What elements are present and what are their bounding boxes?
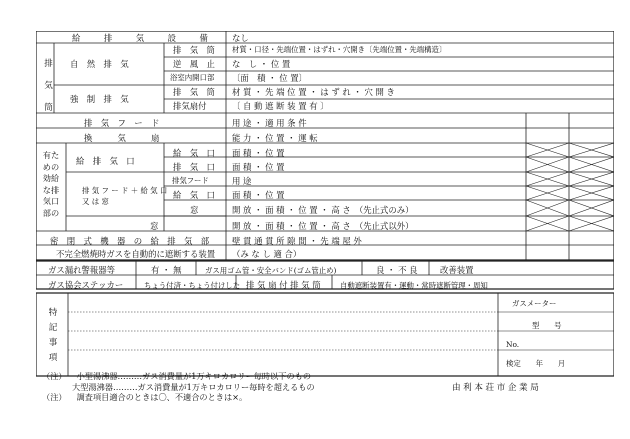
notes [42,371,315,403]
note-2-tag: （注） [42,392,67,403]
remarks-label: 特記事項 [48,308,58,363]
opening-item-1: 給 気 口 [173,148,215,158]
gas-meter-label: ガスメーター [512,299,557,308]
hood-detail: 用 途 ・ 適 用 条 件 [232,118,307,128]
forced-exhaust-label: 強 制 排 気 [70,94,129,104]
opening-side-label: 有ための効給な排気口部の [42,150,60,218]
inspection-date-label: 検定 年 月 [506,359,566,368]
repair-label: 改善装置 [440,265,474,275]
sealed-label: 密 閉 式 機 器 の 給 排 気 部 [50,236,210,246]
opening-detail-3: 用 途 [232,176,252,186]
window-detail: 開 放 ・ 面 積 ・ 位 置 ・ 高 さ （先止式以外） [232,221,414,231]
hood-combo-label: 排 気 フ ー ド ＋ 給 気 口 又 は 窓 [82,186,168,206]
natural-detail-3: 〔面 積 ・ 位 置〕 [232,73,307,83]
sticker-label: ガス協会ステッカー [48,280,124,290]
forced-item-1: 排 気 筒 [173,87,215,97]
sticker-choice: ちょう付済・ちょう付けした [144,281,241,290]
opening-item-5: 窓 [190,205,199,215]
supply-exhaust-label: 給 排 気 口 [76,156,135,166]
model-label: 型 号 [532,321,562,330]
note-1b: 大型湯沸器………ガス消費量が1万キロカロリー毎時を超えるもの [72,381,315,392]
forced-detail-1: 材 質 ・ 先 端 位 置 ・ は ず れ ・ 穴 開 き [232,87,395,97]
note-1a: 小型湯沸器………ガス消費量が1万キロカロリー毎時以下のもの [76,371,312,381]
issuer: 由利本荘市企業局 [452,383,542,393]
auto-shutoff-detail: （み な し 適 合） [232,249,302,259]
note-2: 調査項目適合のときは〇、不適合のときは×。 [76,392,248,403]
forced-item-2: 排気扇付 [173,101,207,111]
natural-detail-1: 材質・口径・先端位置・はずれ・穴開き〔先端位置・先端構造〕 [232,45,447,54]
natural-item-2: 逆 風 止 [173,59,215,69]
fan-pipe-label: 排 気 扇 付 排 気 筒 [246,280,321,290]
natural-item-1: 排 気 筒 [173,45,215,55]
hood-label: 排 気 フ ー ド [84,118,160,128]
auto-shutoff-label: 不完全燃焼時ガスを自動的に遮断する装置 [56,249,216,259]
alarm-label: ガス漏れ警報器等 [48,265,115,275]
opening-detail-1: 面 積 ・ 位 置 [232,148,285,158]
natural-detail-2: な し ・ 位 置 [232,59,291,69]
opening-item-3: 排気フード [172,176,209,185]
hose-judge: 良 ・ 不 良 [376,265,418,275]
natural-item-3: 浴室内開口部 [170,73,215,82]
number-label: No. [506,340,520,349]
opening-detail-4: 面 積 ・ 位 置 [232,190,285,200]
opening-item-2: 排 気 口 [173,162,215,172]
opening-item-4: 給 気 口 [173,190,215,200]
fan-label: 換 気 扇 [84,133,160,143]
header-label: 給 排 気 設 備 [72,33,216,43]
opening-detail-5: 開 放 ・ 面 積 ・ 位 置 ・ 高 さ （先止式のみ） [232,205,414,215]
natural-exhaust-label: 自 然 排 気 [70,59,129,69]
exhaust-pipe-side-label: 排気筒 [44,59,53,113]
fan-detail: 能 力 ・ 位 置 ・ 運 転 [232,133,318,143]
header-value: なし [232,33,249,43]
sealed-detail: 壁 貫 通 貫 所 隙 間 ・ 先 端 屋 外 [232,236,362,246]
forced-detail-2: 〔 自 動 遮 断 装 置 有 〕 [232,101,329,111]
window-label: 窓 [150,221,159,231]
alarm-choice: 有 ・ 無 [151,265,182,275]
auto-shutoff-mgmt: 自動遮断装置有・運動・常時遮断管理・周知 [340,281,488,290]
opening-detail-2: 面 積 ・ 位 置 [232,162,285,172]
hose-label: ガス用ゴム管・安全バンド(ゴム管止め) [205,266,337,275]
inspection-form [36,31,614,402]
note-1-tag: （注） [42,371,67,381]
